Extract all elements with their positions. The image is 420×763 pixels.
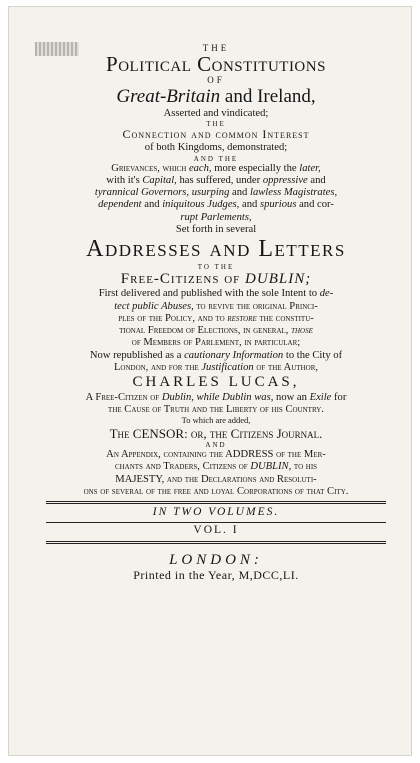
line-tyrannical: tyrannical Governors, usurping and lawless Magistrates, <box>94 187 338 199</box>
line-to-which: To which are added, <box>181 415 251 426</box>
line-detect: tect public Abuses, to revive the original Princi- <box>114 300 318 312</box>
line-appendix: An Appendix, containing the ADDRESS of the Mer- <box>106 449 326 461</box>
book-page <box>8 6 412 756</box>
heading-free-citizens: Free-Citizens of DUBLIN; <box>120 270 312 287</box>
line-and: AND <box>205 441 227 450</box>
imprint-printed: Printed in the Year, M,DCC,LI. <box>133 567 299 582</box>
heading-censor: The CENSOR: or, the Citizens Journal. <box>109 426 323 441</box>
heading-the: THE <box>202 43 230 53</box>
line-dependent: dependent and iniquitous Judges, and spurious and cor- <box>98 199 334 211</box>
line-cause: the Cause of Truth and the Liberty of his Country. <box>108 403 324 415</box>
line-first-delivered: First delivered and published with the sole Intent to de- <box>98 288 334 300</box>
line-majesty: MAJESTY, and the Declarations and Resoluti- <box>115 473 317 485</box>
heading-addresses: Addresses and Letters <box>86 236 346 263</box>
line-the: THE <box>206 120 226 129</box>
line-several: ons of several of the free and loyal Corporations of that City. <box>83 486 349 498</box>
heading-charles-lucas: CHARLES LUCAS, <box>132 374 300 391</box>
imprint-london: LONDON: <box>169 551 263 568</box>
heading-political-constitutions: Political Constitutions <box>106 52 326 77</box>
line-london-justification: London, and for the Justification of the Author, <box>113 361 319 373</box>
rule-double-bottom <box>46 541 386 544</box>
heading-great-britain-ireland: Great-Britain and Ireland, <box>116 85 316 107</box>
line-two-volumes: IN TWO VOLUMES. <box>152 506 280 519</box>
line-free-citizen: A Free-Citizen of Dublin, while Dublin was, now an Exile for <box>85 391 347 403</box>
line-both-kingdoms: of both Kingdoms, demonstrated; <box>144 142 288 154</box>
line-members: of Members of Parlement, in particular; <box>131 337 301 349</box>
line-vol: VOL. I <box>193 523 239 536</box>
line-and-the: AND THE <box>193 154 239 163</box>
line-now-republished: Now republished as a cautionary Information to the City of <box>89 349 343 361</box>
line-traders: chants and Traders, Citizens of DUBLIN, to his <box>114 461 318 473</box>
line-to-the: TO THE <box>197 262 235 271</box>
line-grievances: Grievances, which each, more especially the later, <box>111 162 321 174</box>
line-asserted: Asserted and vindicated; <box>163 107 269 119</box>
line-set-forth: Set forth in several <box>175 224 257 236</box>
line-freedom: tional Freedom of Elections, in general, those <box>119 325 313 337</box>
line-rupt: rupt Parlements, <box>180 211 252 223</box>
title-page-text <box>41 43 391 583</box>
line-capital: with it's Capital, has suffered, under oppressive and <box>106 174 326 186</box>
heading-of: OF <box>207 75 225 86</box>
line-policy: ples of the Policy, and to restore the constitu- <box>118 312 314 324</box>
line-connection: Connection and common Interest <box>122 127 310 142</box>
